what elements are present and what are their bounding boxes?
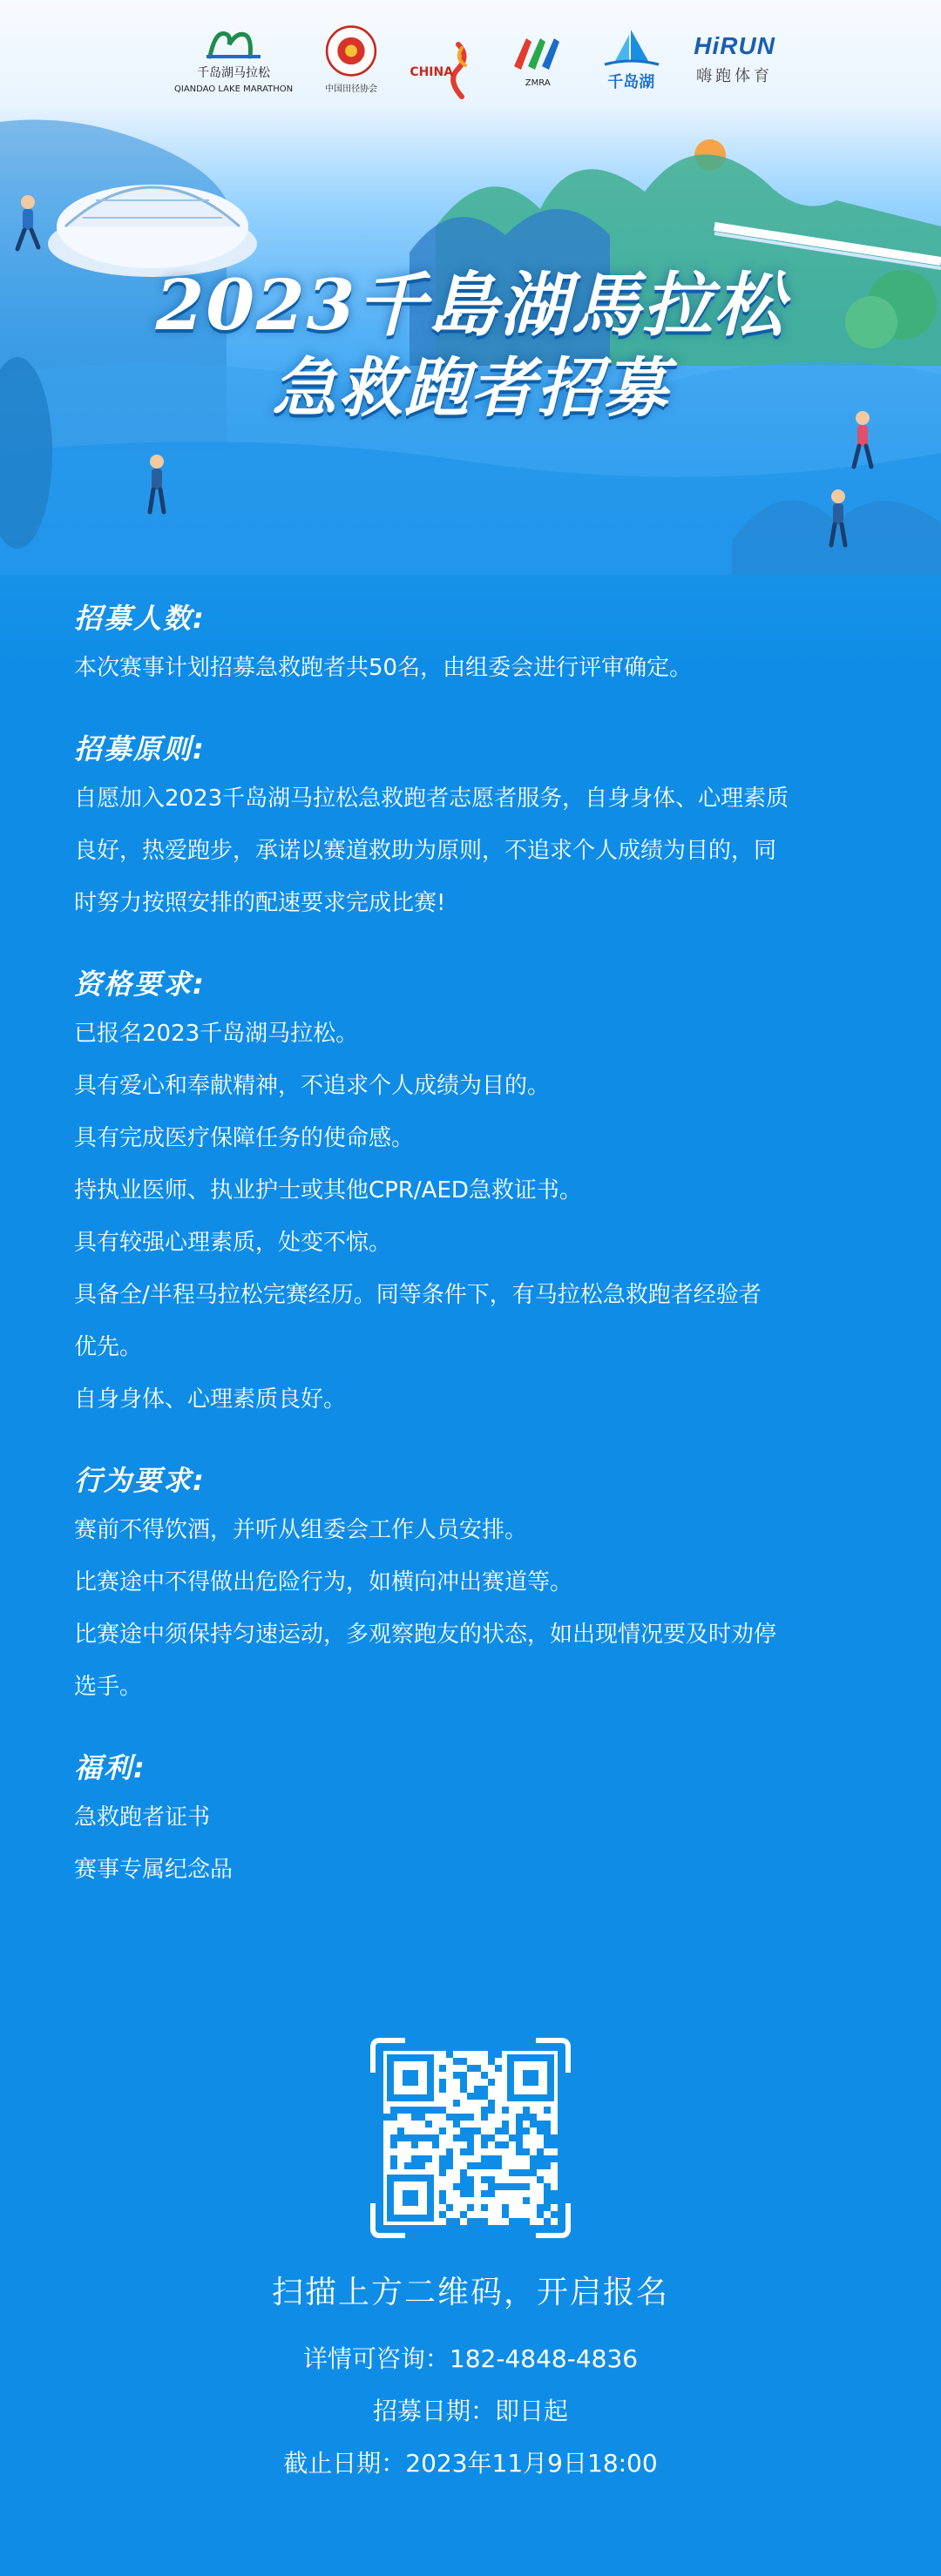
section-line: 优先。 [74, 1334, 143, 1360]
section-line: 赛事专属纪念品 [74, 1857, 234, 1883]
section-line: 赛前不得饮酒，并听从组委会工作人员安排。 [74, 1517, 528, 1543]
section-line: 比赛途中须保持匀速运动，多观察跑友的状态，如出现情况要及时劝停 [74, 1622, 777, 1648]
section-line: 良好，热爱跑步，承诺以赛道救助为原则，不追求个人成绩为目的，同 [74, 838, 777, 864]
china-marathon-name: CHINA [410, 65, 454, 79]
section-line: 自愿加入2023千岛湖马拉松急救跑者志愿者服务，自身身体、心理素质 [74, 786, 789, 812]
section-heading: 资格要求: [74, 968, 206, 1001]
section-line: 具有爱心和奉献精神，不追求个人成绩为目的。 [74, 1073, 551, 1099]
scan-instruction: 扫描上方二维码，开启报名 [271, 2275, 669, 2310]
section-line: 时努力按照安排的配速要求完成比赛! [74, 890, 446, 916]
hirun-logo [694, 24, 775, 94]
athletics-emblem-icon [321, 24, 382, 78]
section-recruit-count [74, 597, 867, 694]
qiandao-marathon-name: 千岛湖马拉松 [197, 65, 271, 80]
section-line: 选手。 [74, 1674, 143, 1700]
qiandaohu-logo [596, 24, 666, 94]
section-line: 本次赛事计划招募急救跑者共50名，由组委会进行评审确定。 [74, 655, 693, 681]
content-sections [74, 597, 867, 1929]
zhejiang-name: ZMRA [525, 78, 551, 88]
section-line: 具备全/半程马拉松完赛经历。同等条件下，有马拉松急救跑者经验者 [74, 1282, 762, 1308]
contact-info: 详情可咨询：182-4848-4836 [302, 2344, 639, 2373]
section-line: 具有较强心理素质，处变不惊。 [74, 1230, 392, 1256]
section-line: 比赛途中不得做出危险行为，如横向冲出赛道等。 [74, 1569, 573, 1595]
section-benefits [74, 1746, 867, 1896]
athletics-association-logo [321, 24, 382, 94]
zhejiang-emblem-icon [507, 31, 568, 75]
registration-footer [0, 2038, 941, 2490]
qr-code-icon [383, 2051, 558, 2225]
section-heading: 招募人数: [74, 602, 206, 635]
hirun-brand: HiRUN [694, 32, 775, 59]
section-line: 持执业医师、执业护士或其他CPR/AED急救证书。 [74, 1177, 582, 1204]
section-recruit-principle [74, 727, 867, 929]
recruit-end-date: 截止日期：2023年11月9日18:00 [283, 2449, 658, 2478]
qiandaohu-name: 千岛湖 [607, 73, 655, 91]
zhejiang-logo [507, 24, 568, 94]
title-line-1: 2023千島湖馬拉松 [155, 264, 786, 346]
hirun-name: 嗨跑体育 [696, 67, 774, 85]
hero-title [0, 261, 941, 432]
athletics-association-name: 中国田径协会 [325, 84, 378, 94]
section-heading: 招募原则: [74, 732, 206, 765]
section-qualifications [74, 962, 867, 1426]
section-line: 具有完成医疗保障任务的使命感。 [74, 1125, 415, 1151]
qiandao-marathon-logo [174, 24, 293, 94]
qiandaohu-sail-icon [596, 26, 666, 70]
section-line: 已报名2023千岛湖马拉松。 [74, 1021, 359, 1047]
qiandao-marathon-icon [203, 25, 264, 60]
qr-code[interactable] [370, 2038, 571, 2238]
sponsor-logo-strip [174, 24, 775, 94]
section-line: 自身身体、心理素质良好。 [74, 1386, 347, 1413]
china-marathon-logo [410, 24, 479, 94]
section-heading: 福利: [74, 1751, 146, 1784]
qiandao-marathon-sub: QIANDAO LAKE MARATHON [174, 84, 294, 94]
section-heading: 行为要求: [74, 1464, 206, 1497]
recruit-start-date: 招募日期：即日起 [372, 2397, 568, 2425]
section-behavior-rules [74, 1459, 867, 1713]
section-line: 急救跑者证书 [74, 1804, 211, 1831]
title-line-2: 急救跑者招募 [272, 351, 669, 426]
